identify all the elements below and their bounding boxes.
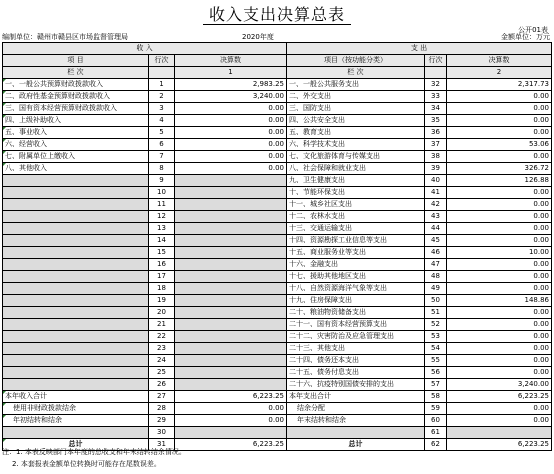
report-year: 2020年度 [242, 33, 274, 41]
income-amount [175, 235, 287, 247]
income-row-no: 23 [149, 343, 175, 355]
income-amount [175, 247, 287, 259]
expense-row-no: 62 [425, 439, 447, 451]
column-2: 2 [447, 67, 552, 79]
table-row [3, 247, 552, 259]
expense-amount: 126.88 [447, 175, 552, 187]
expense-item: 十、节能环保支出 [287, 187, 425, 199]
table-row [3, 355, 552, 367]
expense-column-label: 栏 次 [287, 67, 425, 79]
expense-item: 十三、交通运输支出 [287, 223, 425, 235]
income-amount [175, 283, 287, 295]
income-item: 六、经营收入 [3, 139, 149, 151]
income-row-no: 20 [149, 307, 175, 319]
income-item: 七、附属单位上缴收入 [3, 151, 149, 163]
expense-amount: 2,317.73 [447, 79, 552, 91]
expense-row-no: 49 [425, 283, 447, 295]
income-row-no: 16 [149, 259, 175, 271]
income-item: 五、事业收入 [3, 127, 149, 139]
expense-amount [447, 427, 552, 439]
income-row-no: 26 [149, 379, 175, 391]
expense-item: 八、社会保障和就业支出 [287, 163, 425, 175]
expense-item: 本年支出合计 [287, 391, 425, 403]
expense-item: 十四、资源勘探工业信息等支出 [287, 235, 425, 247]
expense-item: 总计 [287, 439, 425, 451]
expense-amount: 0.00 [447, 367, 552, 379]
expense-amount: 0.00 [447, 235, 552, 247]
expense-amount: 0.00 [447, 307, 552, 319]
expense-amount: 6,223.25 [447, 391, 552, 403]
income-amount: 0.00 [175, 115, 287, 127]
income-amount: 0.00 [175, 103, 287, 115]
income-amount [175, 271, 287, 283]
table-row [3, 199, 552, 211]
expense-row-no: 34 [425, 103, 447, 115]
expense-row-no: 50 [425, 295, 447, 307]
header-row-1 [3, 43, 552, 55]
income-row-no: 28 [149, 403, 175, 415]
income-amount: 0.00 [175, 127, 287, 139]
expense-amount: 3,240.00 [447, 379, 552, 391]
table-row [3, 187, 552, 199]
expense-item: 六、科学技术支出 [287, 139, 425, 151]
income-item: 年初结转和结余 [3, 415, 149, 427]
expense-item: 五、教育支出 [287, 127, 425, 139]
income-item [3, 223, 149, 235]
expense-row-no: 46 [425, 247, 447, 259]
income-row-no: 11 [149, 199, 175, 211]
expense-item: 四、公共安全支出 [287, 115, 425, 127]
income-row-no: 12 [149, 211, 175, 223]
table-row [3, 319, 552, 331]
income-item [3, 367, 149, 379]
expense-row-no: 33 [425, 91, 447, 103]
income-item [3, 343, 149, 355]
column-blank [149, 67, 175, 79]
expense-amount: 0.00 [447, 403, 552, 415]
income-item [3, 199, 149, 211]
income-item [3, 211, 149, 223]
table-row [3, 307, 552, 319]
income-row-no: 25 [149, 367, 175, 379]
table-row [3, 127, 552, 139]
table-row [3, 295, 552, 307]
income-amount: 3,240.00 [175, 91, 287, 103]
expense-item [287, 427, 425, 439]
table-row [3, 91, 552, 103]
income-item [3, 271, 149, 283]
income-row-no: 14 [149, 235, 175, 247]
expense-row-no: 44 [425, 223, 447, 235]
income-amount [175, 223, 287, 235]
meta-row [2, 32, 550, 42]
income-row-no: 10 [149, 187, 175, 199]
expense-item: 十一、城乡社区支出 [287, 199, 425, 211]
expense-row-no: 61 [425, 427, 447, 439]
income-item [3, 307, 149, 319]
income-amount [175, 295, 287, 307]
income-item [3, 355, 149, 367]
note-1: 注：1. 本表反映部门本年度的总收支和年末结转结余情况。 [2, 448, 186, 456]
income-amount: 0.00 [175, 415, 287, 427]
income-item [3, 283, 149, 295]
report-title: 收入支出决算总表 [0, 2, 554, 24]
income-row-no: 22 [149, 331, 175, 343]
expense-header: 支 出 [287, 43, 552, 55]
income-item [3, 379, 149, 391]
income-item: 总计 [3, 439, 149, 451]
income-row-no: 29 [149, 415, 175, 427]
expense-row-no: 56 [425, 367, 447, 379]
income-row-no: 4 [149, 115, 175, 127]
column-1: 1 [175, 67, 287, 79]
income-item: 八、其他收入 [3, 163, 149, 175]
income-item [3, 319, 149, 331]
table-row [3, 175, 552, 187]
table-row [3, 259, 552, 271]
expense-row-no: 54 [425, 343, 447, 355]
income-row-no: 2 [149, 91, 175, 103]
expense-amount: 0.00 [447, 223, 552, 235]
expense-row-no: 32 [425, 79, 447, 91]
amount-unit: 金额单位：万元 [501, 33, 550, 41]
expense-row-no: 53 [425, 331, 447, 343]
income-row-no: 27 [149, 391, 175, 403]
income-amount [175, 175, 287, 187]
table-row [3, 211, 552, 223]
income-item: 二、政府性基金预算财政拨款收入 [3, 91, 149, 103]
income-item [3, 295, 149, 307]
expense-amount: 0.00 [447, 115, 552, 127]
expense-amount: 6,223.25 [447, 439, 552, 451]
table-row [3, 115, 552, 127]
notes [2, 446, 186, 470]
income-row-no: 3 [149, 103, 175, 115]
income-row-no: 19 [149, 295, 175, 307]
income-amount [175, 427, 287, 439]
table-row [3, 283, 552, 295]
expense-item: 二十六、抗疫特别国债安排的支出 [287, 379, 425, 391]
expense-item: 一、一般公共服务支出 [287, 79, 425, 91]
expense-row-no: 51 [425, 307, 447, 319]
expense-item: 三、国防支出 [287, 103, 425, 115]
column-label: 栏 次 [3, 67, 149, 79]
table-row [3, 427, 552, 439]
expense-item: 七、文化旅游体育与传媒支出 [287, 151, 425, 163]
income-amount [175, 259, 287, 271]
expense-row-no: 48 [425, 271, 447, 283]
income-expense-table [2, 42, 552, 451]
expense-row-no: 41 [425, 187, 447, 199]
income-row-no: 1 [149, 79, 175, 91]
expense-amount: 0.00 [447, 127, 552, 139]
table-row [3, 163, 552, 175]
expense-item: 十六、金融支出 [287, 259, 425, 271]
expense-row-no: 38 [425, 151, 447, 163]
expense-item-header: 项目（按功能分类） [287, 55, 425, 67]
expense-amount: 0.00 [447, 271, 552, 283]
expense-amount: 10.00 [447, 247, 552, 259]
expense-amount: 0.00 [447, 331, 552, 343]
expense-row-no: 42 [425, 199, 447, 211]
note-2: 2. 本套报表金额单位转换时可能存在尾数误差。 [12, 460, 161, 468]
income-amount [175, 343, 287, 355]
expense-row-no: 40 [425, 175, 447, 187]
expense-amount: 0.00 [447, 211, 552, 223]
income-amount: 6,223.25 [175, 391, 287, 403]
income-row-no: 15 [149, 247, 175, 259]
table-row [3, 79, 552, 91]
income-amount: 2,983.25 [175, 79, 287, 91]
income-row-no: 5 [149, 127, 175, 139]
item-header: 项 目 [3, 55, 149, 67]
income-row-no: 17 [149, 271, 175, 283]
income-item: 四、上级补助收入 [3, 115, 149, 127]
income-item [3, 259, 149, 271]
income-row-no: 8 [149, 163, 175, 175]
expense-amount: 148.86 [447, 295, 552, 307]
expense-row-no: 36 [425, 127, 447, 139]
table-row [3, 271, 552, 283]
expense-amount: 53.06 [447, 139, 552, 151]
income-item [3, 187, 149, 199]
income-row-no: 7 [149, 151, 175, 163]
income-amount: 0.00 [175, 163, 287, 175]
expense-amount: 0.00 [447, 151, 552, 163]
table-row [3, 391, 552, 403]
expense-item: 二十一、国有资本经营预算支出 [287, 319, 425, 331]
expense-item: 九、卫生健康支出 [287, 175, 425, 187]
table-row [3, 403, 552, 415]
expense-row-no: 60 [425, 415, 447, 427]
income-amount [175, 307, 287, 319]
expense-amount: 0.00 [447, 199, 552, 211]
expense-column-blank [425, 67, 447, 79]
header-row-3 [3, 67, 552, 79]
table-row [3, 139, 552, 151]
income-item: 一、一般公共预算财政拨款收入 [3, 79, 149, 91]
income-row-no: 31 [149, 439, 175, 451]
expense-item: 十五、商业服务业等支出 [287, 247, 425, 259]
expense-row-no: 47 [425, 259, 447, 271]
table-row [3, 379, 552, 391]
income-row-no: 21 [149, 319, 175, 331]
table-row [3, 331, 552, 343]
income-row-no: 9 [149, 175, 175, 187]
expense-amount: 326.72 [447, 163, 552, 175]
expense-item: 年末结转和结余 [287, 415, 425, 427]
table-row [3, 151, 552, 163]
income-row-no: 24 [149, 355, 175, 367]
expense-item: 十八、自然资源海洋气象等支出 [287, 283, 425, 295]
income-item [3, 331, 149, 343]
expense-item: 十二、农林水支出 [287, 211, 425, 223]
expense-item: 二、外交支出 [287, 91, 425, 103]
expense-item: 二十四、债务还本支出 [287, 355, 425, 367]
expense-row-no: 37 [425, 139, 447, 151]
income-amount [175, 379, 287, 391]
income-row-no: 13 [149, 223, 175, 235]
expense-item: 二十三、其他支出 [287, 343, 425, 355]
row-no-header: 行次 [149, 55, 175, 67]
expense-row-no: 43 [425, 211, 447, 223]
income-item: 三、国有资本经营预算财政拨款收入 [3, 103, 149, 115]
expense-amount: 0.00 [447, 343, 552, 355]
table-row [3, 223, 552, 235]
expense-item: 结余分配 [287, 403, 425, 415]
income-amount: 6,223.25 [175, 439, 287, 451]
table-row [3, 343, 552, 355]
expense-item: 二十、粮油物资储备支出 [287, 307, 425, 319]
income-row-no: 6 [149, 139, 175, 151]
income-row-no: 18 [149, 283, 175, 295]
expense-amount: 0.00 [447, 259, 552, 271]
expense-item: 二十五、债务付息支出 [287, 367, 425, 379]
compiling-unit: 编制单位：赣州市赣县区市场监督管理局 [2, 33, 128, 41]
income-item: 使用非财政拨款结余 [3, 403, 149, 415]
header-row-2 [3, 55, 552, 67]
final-amount-header: 决算数 [175, 55, 287, 67]
expense-amount: 0.00 [447, 355, 552, 367]
income-amount [175, 187, 287, 199]
expense-row-no: 57 [425, 379, 447, 391]
income-item [3, 175, 149, 187]
expense-final-amount-header: 决算数 [447, 55, 552, 67]
income-amount: 0.00 [175, 151, 287, 163]
income-item: 本年收入合计 [3, 391, 149, 403]
income-header: 收 入 [3, 43, 287, 55]
income-item [3, 427, 149, 439]
income-amount [175, 331, 287, 343]
expense-row-no-header: 行次 [425, 55, 447, 67]
expense-row-no: 35 [425, 115, 447, 127]
table-row [3, 103, 552, 115]
expense-amount: 0.00 [447, 283, 552, 295]
expense-row-no: 39 [425, 163, 447, 175]
expense-item: 二十二、灾害防治及应急管理支出 [287, 331, 425, 343]
income-amount: 0.00 [175, 403, 287, 415]
income-amount [175, 199, 287, 211]
income-amount [175, 367, 287, 379]
table-row [3, 235, 552, 247]
income-item [3, 235, 149, 247]
expense-amount: 0.00 [447, 187, 552, 199]
expense-amount: 0.00 [447, 91, 552, 103]
expense-item: 十九、住房保障支出 [287, 295, 425, 307]
income-item [3, 247, 149, 259]
income-amount [175, 355, 287, 367]
expense-item: 十七、援助其他地区支出 [287, 271, 425, 283]
expense-row-no: 55 [425, 355, 447, 367]
expense-amount: 0.00 [447, 103, 552, 115]
income-amount [175, 211, 287, 223]
expense-amount: 0.00 [447, 415, 552, 427]
expense-row-no: 59 [425, 403, 447, 415]
expense-row-no: 52 [425, 319, 447, 331]
income-amount: 0.00 [175, 139, 287, 151]
expense-row-no: 58 [425, 391, 447, 403]
table-row [3, 415, 552, 427]
expense-row-no: 45 [425, 235, 447, 247]
income-amount [175, 319, 287, 331]
table-row [3, 367, 552, 379]
expense-amount: 0.00 [447, 319, 552, 331]
table-code: 公开01表 [518, 26, 548, 34]
income-row-no: 30 [149, 427, 175, 439]
